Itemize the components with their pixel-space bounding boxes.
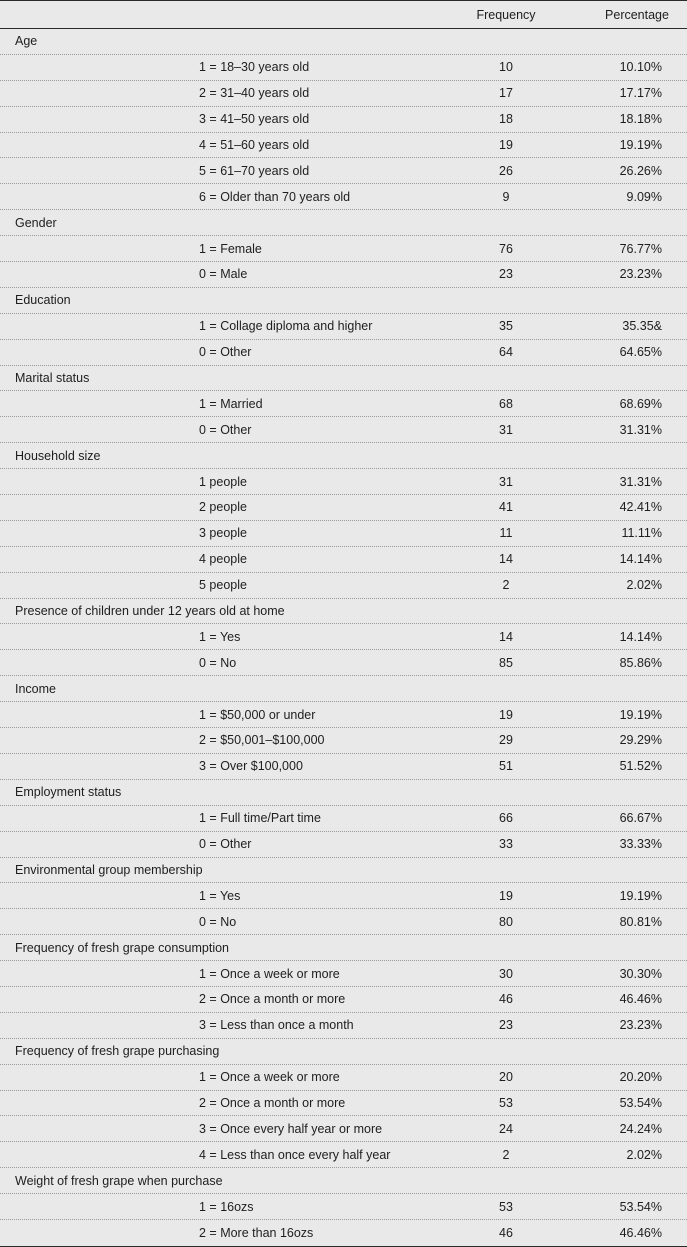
percentage-cell: 30.30% [619, 966, 662, 981]
table-row [0, 573, 687, 599]
category-label: 1 people [199, 474, 247, 489]
frequency-cell: 29 [499, 733, 513, 748]
category-label: 0 = Other [199, 837, 252, 852]
group-label: Gender [15, 215, 57, 230]
table-row [0, 340, 687, 366]
table-group-row [0, 935, 687, 961]
group-label: Education [15, 293, 71, 308]
frequency-cell: 2 [502, 1147, 510, 1162]
table-group-row [0, 1039, 687, 1065]
table-row [0, 547, 687, 573]
table-row [0, 987, 687, 1013]
table-row [0, 1142, 687, 1168]
table-row [0, 391, 687, 417]
percentage-cell: 64.65% [619, 345, 662, 360]
table-row [0, 650, 687, 676]
percentage-cell: 2.02% [626, 1147, 662, 1162]
frequency-cell: 46 [499, 1225, 513, 1240]
table-row [0, 702, 687, 728]
percentage-cell: 53.54% [619, 1199, 662, 1214]
table-group-row [0, 858, 687, 884]
frequency-cell: 23 [499, 267, 513, 282]
percentage-cell: 76.77% [619, 241, 662, 256]
frequency-cell: 80 [499, 914, 513, 929]
percentage-cell: 23.23% [619, 1018, 662, 1033]
frequency-cell: 64 [499, 345, 513, 360]
group-label: Environmental group membership [15, 862, 203, 877]
category-label: 1 = $50,000 or under [199, 707, 316, 722]
table-row [0, 236, 687, 262]
table-group-row [0, 676, 687, 702]
percentage-cell: 46.46% [619, 1225, 662, 1240]
frequency-cell: 66 [499, 811, 513, 826]
table-row [0, 1091, 687, 1117]
category-label: 1 = Yes [199, 629, 241, 644]
table-row [0, 521, 687, 547]
table-row [0, 1116, 687, 1142]
percentage-cell: 14.14% [619, 629, 662, 644]
table-row [0, 1220, 687, 1246]
category-label: 1 = Female [199, 241, 262, 256]
frequency-cell: 19 [499, 707, 513, 722]
category-label: 4 = 51–60 years old [199, 138, 310, 152]
frequency-cell: 76 [499, 241, 513, 256]
table-row [0, 624, 687, 650]
category-label: 0 = Other [199, 345, 252, 360]
percentage-cell: 18.18% [619, 112, 662, 127]
group-label: Presence of children under 12 years old at home [15, 604, 285, 619]
category-label: 1 = Yes [199, 888, 241, 903]
category-label: 4 people [199, 552, 247, 567]
table-row [0, 107, 687, 133]
category-label: 2 = 31–40 years old [199, 86, 310, 101]
table-row [0, 1194, 687, 1220]
percentage-cell: 33.33% [619, 837, 662, 852]
table-group-row [0, 288, 687, 314]
frequency-cell: 85 [499, 655, 513, 670]
percentage-cell: 11.11% [621, 526, 662, 541]
percentage-cell: 24.24% [619, 1121, 662, 1136]
table-group-row [0, 443, 687, 469]
table-row [0, 754, 687, 780]
percentage-cell: 19.19% [619, 138, 662, 152]
percentage-cell: 46.46% [619, 992, 662, 1007]
table-row [0, 883, 687, 909]
group-label: Weight of fresh grape when purchase [15, 1173, 223, 1188]
percentage-cell: 29.29% [619, 733, 662, 748]
table-group-row [0, 780, 687, 806]
table-header-row [0, 1, 687, 29]
category-label: 3 = Over $100,000 [199, 759, 303, 774]
category-label: 3 = Once every half year or more [199, 1121, 383, 1136]
group-label: Income [15, 681, 56, 696]
category-label: 1 = Married [199, 396, 263, 411]
frequency-cell: 46 [499, 992, 513, 1007]
group-label: Household size [15, 448, 101, 463]
frequency-cell: 33 [499, 837, 513, 852]
frequency-cell: 17 [499, 86, 513, 101]
percentage-cell: 51.52% [619, 759, 662, 774]
table-body [0, 29, 687, 1246]
category-label: 1 = Once a week or more [199, 966, 340, 981]
table-row [0, 55, 687, 81]
frequency-cell: 31 [499, 422, 513, 437]
category-label: 0 = No [199, 914, 237, 929]
group-label: Frequency of fresh grape consumption [15, 940, 230, 955]
percentage-cell: 53.54% [619, 1095, 662, 1110]
table-row [0, 961, 687, 987]
percentage-cell: 66.67% [619, 811, 662, 826]
category-label: 2 = Once a month or more [199, 992, 346, 1007]
percentage-cell: 31.31% [619, 474, 662, 489]
table-group-row [0, 29, 687, 55]
frequency-cell: 24 [499, 1121, 513, 1136]
table-group-row [0, 599, 687, 625]
frequency-cell: 30 [499, 966, 513, 981]
category-label: 4 = Less than once every half year [199, 1147, 391, 1162]
category-label: 0 = No [199, 655, 237, 670]
table-group-row [0, 210, 687, 236]
table-row [0, 806, 687, 832]
percentage-cell: 17.17% [619, 86, 662, 101]
percentage-cell: 42.41% [619, 500, 662, 515]
category-label: 1 = Collage diploma and higher [199, 319, 373, 334]
category-label: 2 = $50,001–$100,000 [199, 733, 325, 748]
category-label: 0 = Other [199, 422, 252, 437]
frequency-cell: 53 [499, 1199, 513, 1214]
frequency-cell: 35 [499, 319, 513, 334]
category-label: 5 people [199, 578, 247, 593]
table-row [0, 184, 687, 210]
column-header-percentage: Percentage [605, 7, 669, 22]
table-row [0, 417, 687, 443]
table-row [0, 262, 687, 288]
group-label: Frequency of fresh grape purchasing [15, 1044, 220, 1059]
table-group-row [0, 1168, 687, 1194]
category-label: 3 = 41–50 years old [199, 112, 310, 127]
percentage-cell: 19.19% [619, 888, 662, 903]
category-label: 5 = 61–70 years old [199, 163, 310, 178]
frequency-cell: 19 [499, 138, 513, 152]
frequency-cell: 31 [499, 474, 513, 489]
table-row [0, 728, 687, 754]
group-label: Age [15, 34, 38, 49]
table-row [0, 314, 687, 340]
table-row [0, 909, 687, 935]
group-label: Employment status [15, 785, 122, 800]
percentage-cell: 80.81% [619, 914, 662, 929]
frequency-cell: 68 [499, 396, 513, 411]
table-row [0, 158, 687, 184]
percentage-cell: 20.20% [619, 1070, 662, 1085]
frequency-cell: 26 [499, 163, 513, 178]
percentage-cell: 68.69% [619, 396, 662, 411]
frequency-cell: 23 [499, 1018, 513, 1033]
frequency-cell: 41 [499, 500, 513, 515]
frequency-cell: 14 [499, 629, 513, 644]
table-row [0, 832, 687, 858]
table-group-row [0, 366, 687, 392]
percentage-cell: 85.86% [619, 655, 662, 670]
column-header-frequency: Frequency [476, 7, 536, 22]
percentage-cell: 10.10% [619, 60, 662, 75]
percentage-cell: 26.26% [619, 163, 662, 178]
frequency-cell: 51 [499, 759, 513, 774]
category-label: 1 = 16ozs [199, 1199, 254, 1214]
category-label: 1 = Full time/Part time [199, 811, 321, 826]
frequency-cell: 11 [499, 526, 513, 541]
category-label: 2 = Once a month or more [199, 1095, 346, 1110]
table-row [0, 469, 687, 495]
percentage-cell: 2.02% [626, 578, 662, 593]
table-row [0, 1013, 687, 1039]
category-label: 2 people [199, 500, 247, 515]
category-label: 1 = Once a week or more [199, 1070, 340, 1085]
category-label: 1 = 18–30 years old [199, 60, 310, 75]
frequency-cell: 2 [502, 578, 510, 593]
table-row [0, 81, 687, 107]
percentage-cell: 31.31% [619, 422, 662, 437]
frequency-cell: 10 [499, 60, 513, 75]
percentage-cell: 9.09% [626, 189, 662, 204]
percentage-cell: 35.35& [622, 319, 662, 334]
frequency-cell: 53 [499, 1095, 513, 1110]
group-label: Marital status [15, 371, 90, 386]
category-label: 2 = More than 16ozs [199, 1225, 314, 1240]
percentage-cell: 19.19% [619, 707, 662, 722]
category-label: 0 = Male [199, 267, 248, 282]
category-label: 6 = Older than 70 years old [199, 189, 351, 204]
table-row [0, 1065, 687, 1091]
table-row [0, 133, 687, 159]
percentage-cell: 14.14% [619, 552, 662, 567]
frequency-cell: 9 [502, 189, 510, 204]
category-label: 3 = Less than once a month [199, 1018, 354, 1033]
category-label: 3 people [199, 526, 247, 541]
frequency-cell: 20 [499, 1070, 513, 1085]
frequency-cell: 14 [499, 552, 513, 567]
table-row [0, 495, 687, 521]
frequency-cell: 18 [499, 112, 513, 127]
frequency-cell: 19 [499, 888, 513, 903]
percentage-cell: 23.23% [619, 267, 662, 282]
